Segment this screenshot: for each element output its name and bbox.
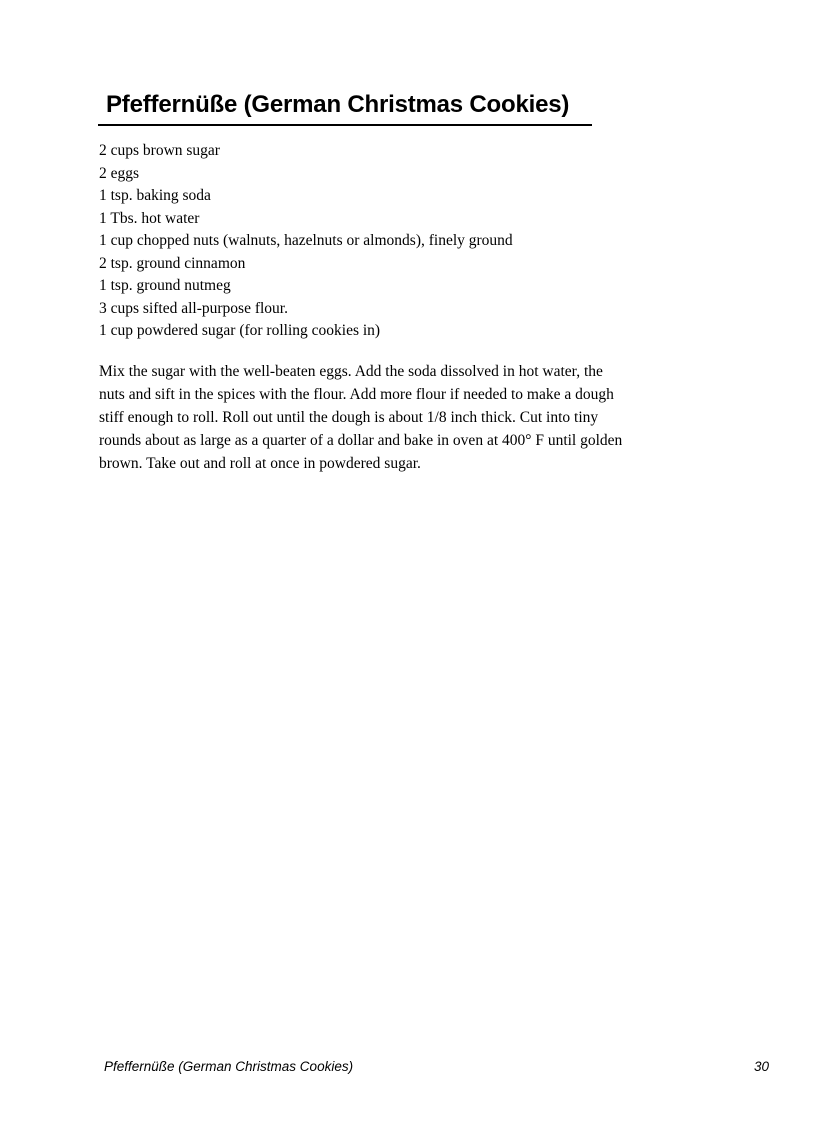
ingredient-list xyxy=(99,140,513,343)
ingredient-item: 1 tsp. baking soda xyxy=(99,187,211,204)
ingredient-item: 1 cup powdered sugar (for rolling cookies in) xyxy=(99,322,381,339)
directions-paragraph xyxy=(99,360,739,475)
ingredient-item: 3 cups sifted all-purpose flour. xyxy=(99,299,288,317)
ingredient-item: 1 Tbs. hot water xyxy=(99,209,200,227)
ingredient-item: 2 cups brown sugar xyxy=(99,142,220,159)
ingredient-item: 1 cup chopped nuts (walnuts, hazelnuts or almonds), finely ground xyxy=(99,232,513,249)
ingredient-item: 1 tsp. ground nutmeg xyxy=(99,277,231,294)
recipe-title: Pfeffernüße (German Christmas Cookies) xyxy=(106,91,570,118)
footer-title: Pfeffernüße (German Christmas Cookies) xyxy=(104,1059,354,1074)
directions-line: nuts and sift in the spices with the flour. Add more flour if needed to make a dough xyxy=(99,386,614,403)
directions-line: Mix the sugar with the well-beaten eggs. Add the soda dissolved in hot water, the xyxy=(99,363,603,380)
page-number: 30 xyxy=(753,1059,769,1074)
directions-line: rounds about as large as a quarter of a dollar and bake in oven at 400° F until golden xyxy=(99,432,623,449)
directions-line: stiff enough to roll. Roll out until the dough is about 1/8 inch thick. Cut into tiny xyxy=(99,409,599,426)
directions-line: brown. Take out and roll at once in powdered sugar. xyxy=(99,455,421,472)
ingredient-item: 2 tsp. ground cinnamon xyxy=(99,254,246,272)
title-underline xyxy=(98,124,592,126)
ingredient-item: 2 eggs xyxy=(99,164,140,182)
